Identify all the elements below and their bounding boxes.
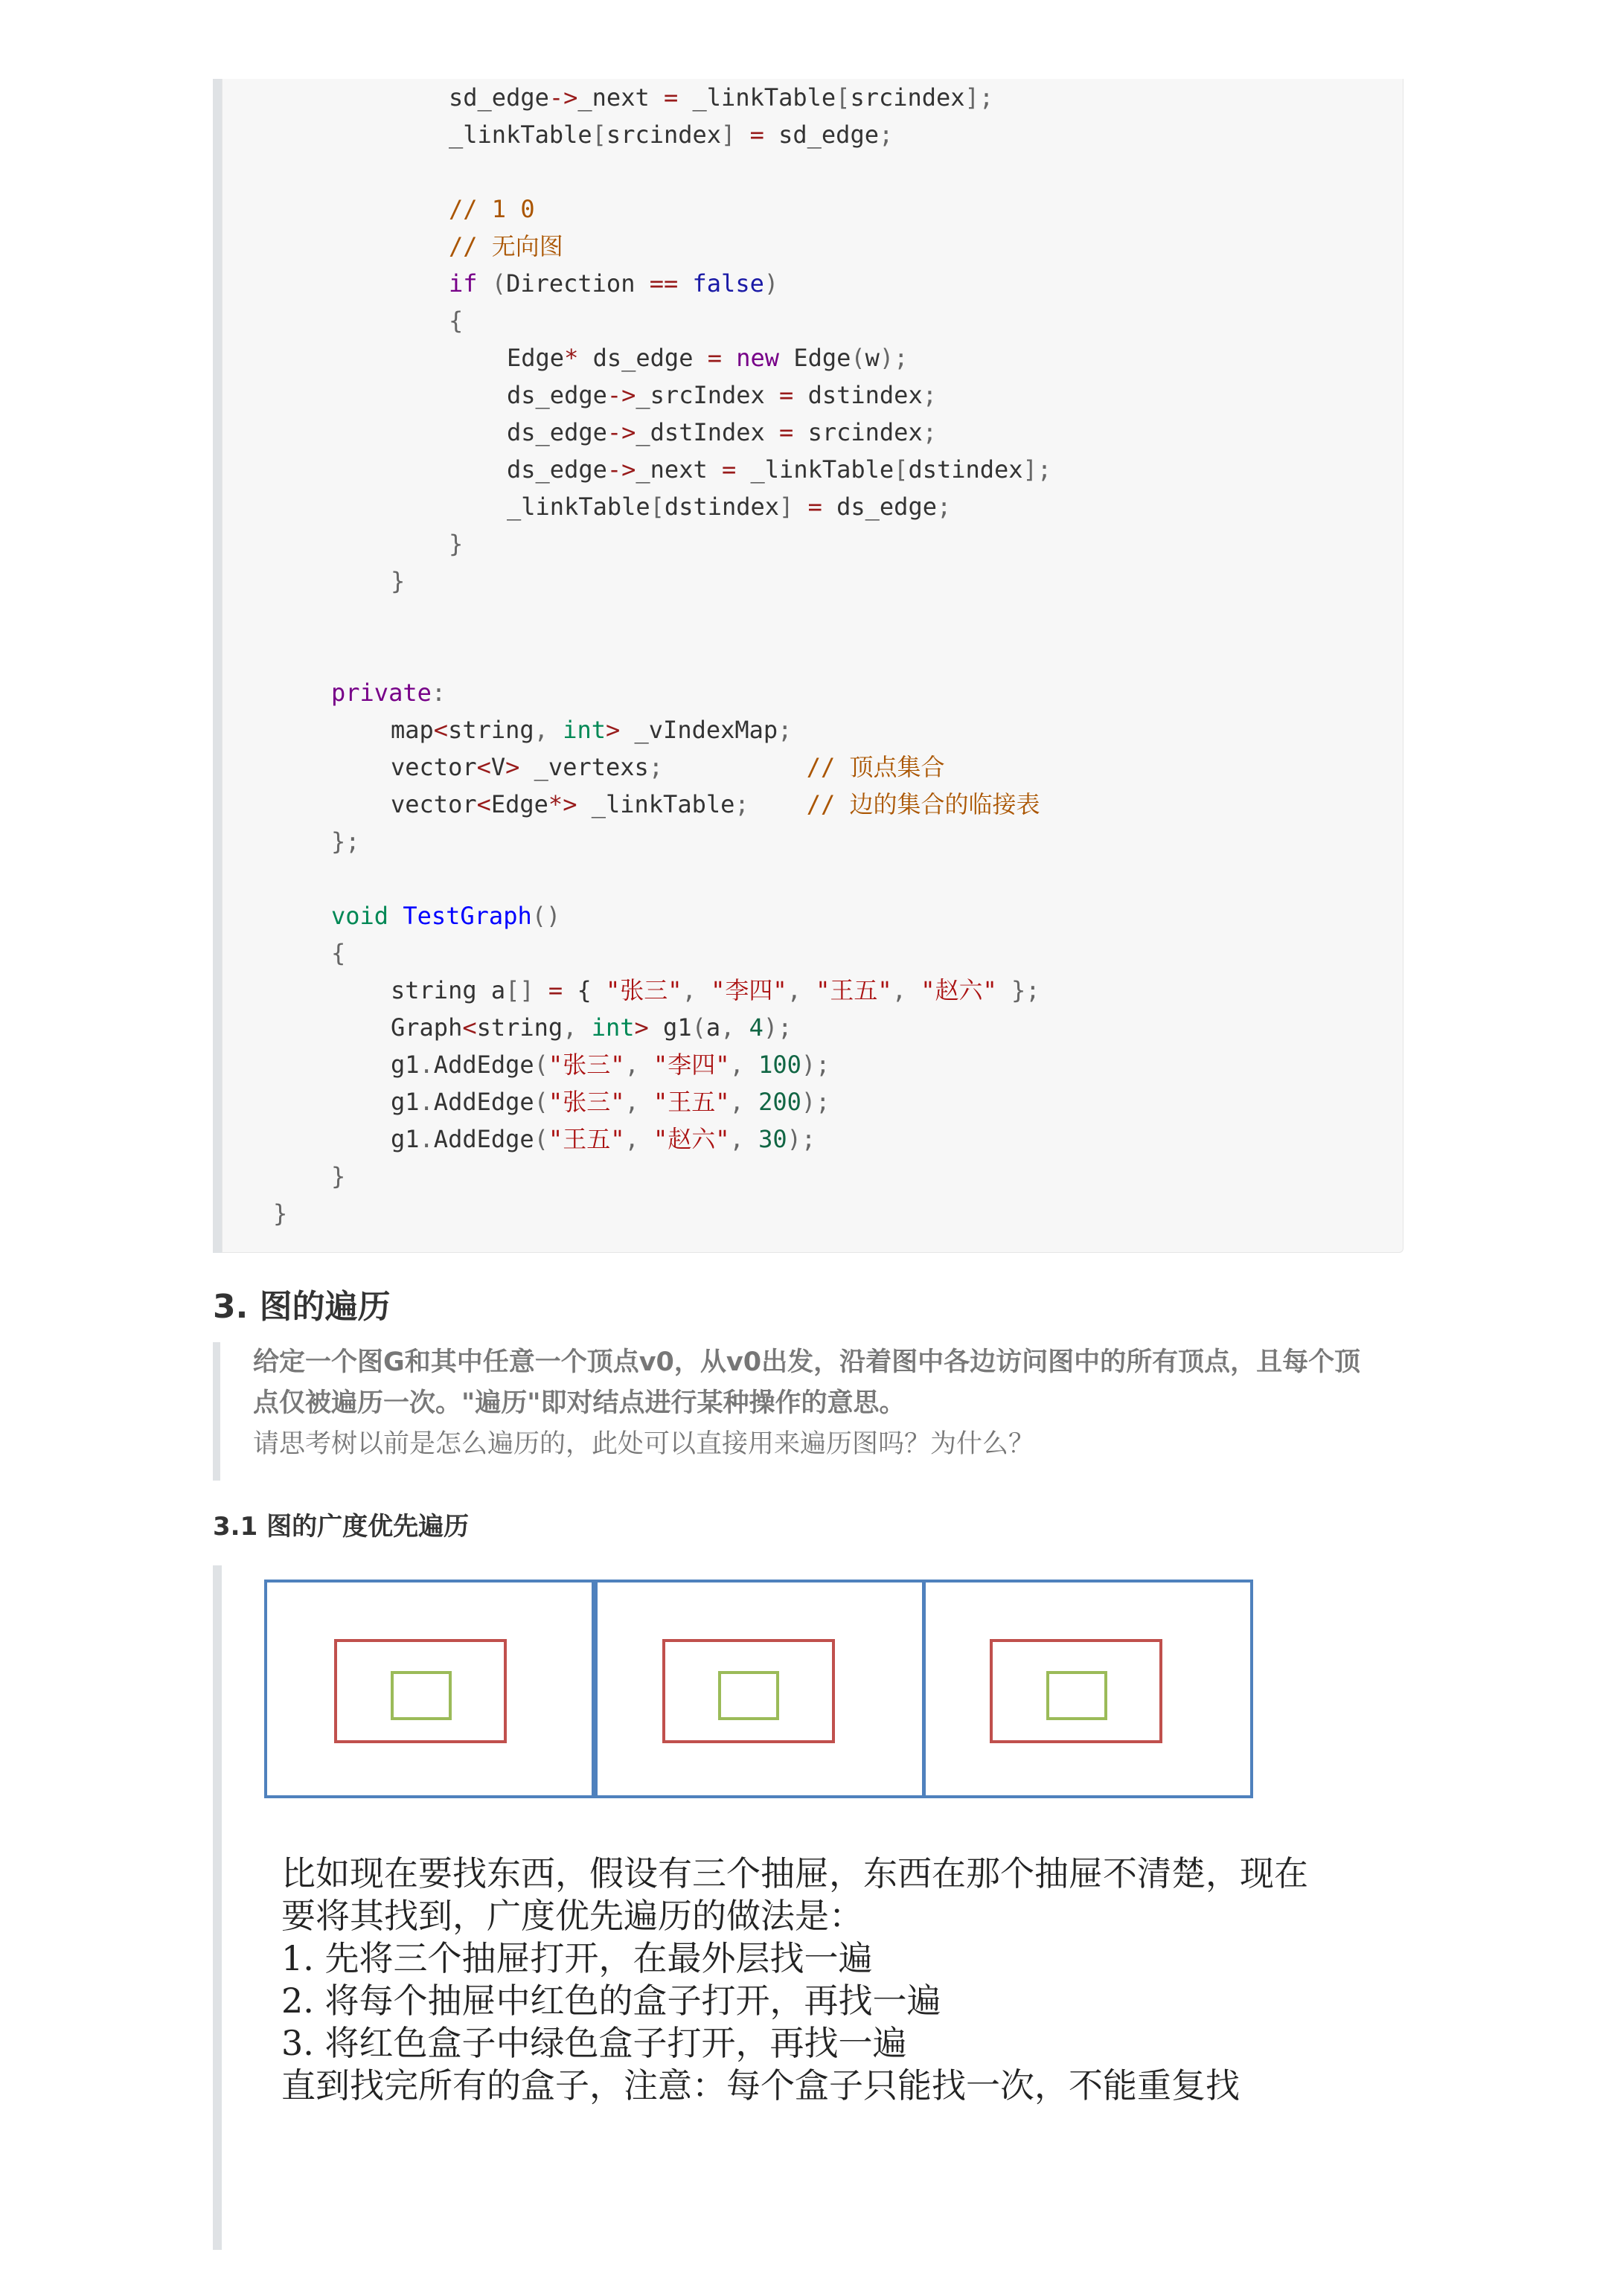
code-line: [391, 711, 792, 748]
code-token: =: [779, 418, 794, 446]
code-token: string a: [391, 976, 506, 1004]
code-token: ]: [721, 121, 736, 149]
code-token: sd_edge: [449, 83, 549, 112]
code-token: _linkTable: [449, 121, 592, 149]
code-token: Edge: [490, 790, 548, 818]
explanation-line-2: 要将其找到，广度优先遍历的做法是：: [281, 1896, 863, 1936]
drawer-green-box: [720, 1673, 778, 1719]
code-line: [331, 934, 345, 972]
code-token: [388, 902, 403, 930]
code-token: "张三": [548, 1088, 625, 1116]
drawer-green-box: [392, 1673, 450, 1719]
blockquote-question: 请思考树以前是怎么遍历的，此处可以直接用来遍历图吗？为什么？: [253, 1429, 1035, 1459]
code-token: {: [331, 939, 346, 967]
code-token: ;: [778, 716, 793, 744]
code-line: [391, 1120, 816, 1158]
code-token: =: [663, 83, 679, 112]
code-token: "王五": [653, 1088, 730, 1116]
code-token: [793, 493, 807, 521]
code-line: [391, 748, 945, 786]
code-token: [: [836, 83, 851, 112]
code-token: ds_edge: [578, 344, 708, 372]
drawer-red-box: [664, 1641, 833, 1742]
code-token: ds_edge: [507, 418, 607, 446]
code-token: [: [894, 455, 909, 484]
code-token: ->: [606, 381, 636, 409]
drawer-explanation: [281, 1853, 1398, 2107]
drawer-1: [266, 1581, 593, 1797]
code-token: a: [705, 1013, 721, 1042]
code-token: ;: [734, 790, 749, 818]
code-token: map: [391, 716, 434, 744]
code-token: ds_edge: [507, 381, 607, 409]
code-token: (: [534, 1125, 548, 1153]
code-line: [391, 1046, 830, 1083]
code-token: _next: [636, 455, 722, 484]
code-token: =: [807, 493, 822, 521]
code-token: ,: [534, 716, 563, 744]
code-token: ,: [891, 976, 921, 1004]
code-token: }: [273, 1199, 288, 1228]
code-token: .: [419, 1051, 434, 1079]
code-token: _vertexs: [519, 753, 649, 781]
code-line: [273, 1195, 287, 1232]
explanation-conclusion: 直到找完所有的盒子，注意：每个盒子只能找一次，不能重复找: [281, 2065, 1240, 2106]
code-token: (: [477, 269, 507, 298]
code-token: // 边的集合的临接表: [806, 790, 1040, 818]
code-token: ,: [624, 1125, 653, 1153]
code-token: // 1 0: [449, 195, 535, 223]
code-block-border: [213, 79, 222, 1253]
code-token: <: [462, 1013, 477, 1042]
code-content[interactable]: [222, 79, 1403, 1253]
code-token: ];: [1022, 455, 1052, 484]
code-token: g1: [391, 1125, 420, 1153]
code-token: ;: [979, 83, 994, 112]
code-token: string: [448, 716, 534, 744]
code-line: [331, 897, 560, 934]
code-token: 100: [758, 1051, 801, 1079]
code-line: [331, 674, 446, 711]
code-token: }: [391, 567, 406, 595]
code-token: ]: [779, 493, 794, 521]
drawer-2: [596, 1581, 923, 1797]
code-line: [449, 79, 993, 116]
code-token: ==: [649, 269, 679, 298]
drawer-diagram: [253, 1568, 1265, 1814]
code-token: :: [431, 679, 446, 707]
code-token: "李四": [711, 976, 787, 1004]
code-token: );: [801, 1051, 830, 1079]
code-token: TestGraph: [403, 902, 532, 930]
code-line: [449, 525, 463, 562]
code-token: "王五": [548, 1125, 625, 1153]
code-token: >: [605, 716, 621, 744]
code-token: [678, 269, 692, 298]
code-token: ]: [964, 83, 979, 112]
drawer-outer-box: [596, 1581, 923, 1797]
code-token: ;: [878, 121, 894, 149]
code-token: .: [419, 1125, 434, 1153]
code-token: {: [449, 307, 464, 335]
code-token: void: [331, 902, 389, 930]
code-token: (: [851, 344, 865, 372]
code-token: (: [534, 1051, 548, 1079]
code-line: [507, 376, 937, 414]
code-line: [507, 451, 1051, 488]
subsection-heading-bfs: 3.1 图的广度优先遍历: [213, 1512, 470, 1542]
explanation-step-2: 2. 将每个抽屉中红色的盒子打开，再找一遍: [281, 1981, 941, 2021]
code-token: []: [505, 976, 534, 1004]
code-line: [331, 1158, 345, 1195]
code-line: [391, 1083, 830, 1120]
image-block-border: [213, 1565, 222, 2250]
code-token: [: [650, 493, 665, 521]
code-token: g1: [391, 1088, 420, 1116]
code-token: false: [692, 269, 764, 298]
code-token: g1: [648, 1013, 692, 1042]
blockquote-bold-line-1: 给定一个图G和其中任意一个顶点v0，从v0出发，沿着图中各边访问图中的所有顶点，且每个顶: [253, 1347, 1361, 1377]
code-token: ->: [606, 418, 636, 446]
code-token: ;: [936, 493, 952, 521]
explanation-step-3: 3. 将红色盒子中绿色盒子打开，再找一遍: [281, 2023, 907, 2063]
code-token: Edge: [507, 344, 565, 372]
code-token: .: [419, 1088, 434, 1116]
code-token: ds_edge: [507, 455, 607, 484]
code-token: "王五": [816, 976, 892, 1004]
code-line: [449, 190, 535, 228]
code-token: "张三": [548, 1051, 625, 1079]
code-token: Direction: [506, 269, 650, 298]
code-token: _linkTable: [507, 493, 650, 521]
code-line: [391, 1009, 792, 1046]
code-token: ,: [624, 1088, 653, 1116]
code-token: private: [331, 679, 432, 707]
explanation-line-1: 比如现在要找东西，假设有三个抽屉，东西在那个抽屉不清楚，现在: [281, 1853, 1308, 1893]
code-token: srcindex: [606, 121, 722, 149]
code-token: "李四": [653, 1051, 730, 1079]
explanation-step-1: 1. 先将三个抽屉打开，在最外层找一遍: [281, 1938, 873, 1978]
blockquote-bold-line-2: 点仅被遍历一次。"遍历"即对结点进行某种操作的意思。: [253, 1388, 906, 1418]
code-token: 200: [758, 1088, 801, 1116]
code-token: AddEdge: [433, 1051, 534, 1079]
code-token: _linkTable: [736, 455, 894, 484]
code-token: {: [563, 976, 606, 1004]
code-token: [735, 121, 749, 149]
code-token: 4: [749, 1013, 764, 1042]
code-token: vector: [391, 753, 477, 781]
code-token: (: [691, 1013, 706, 1042]
code-token: <: [476, 790, 491, 818]
code-token: // 顶点集合: [806, 753, 945, 781]
code-token: if: [449, 269, 478, 298]
code-line: [449, 265, 778, 302]
code-token: ,: [682, 976, 711, 1004]
code-token: ,: [729, 1088, 759, 1116]
code-token: [749, 790, 807, 818]
code-token: int: [591, 1013, 635, 1042]
code-line: [449, 228, 563, 265]
code-token: string: [476, 1013, 563, 1042]
code-token: (: [534, 1088, 548, 1116]
code-token: ): [764, 269, 779, 298]
code-token: new: [736, 344, 780, 372]
code-token: ;: [648, 753, 664, 781]
code-token: >: [505, 753, 520, 781]
code-token: ->: [548, 83, 578, 112]
code-token: _next: [577, 83, 664, 112]
code-token: );: [787, 1125, 816, 1153]
code-token: =: [707, 344, 722, 372]
code-token: "张三": [605, 976, 682, 1004]
code-token: int: [563, 716, 606, 744]
code-token: Edge: [779, 344, 851, 372]
code-token: <: [433, 716, 449, 744]
code-token: }: [449, 530, 464, 558]
code-line: [507, 488, 951, 525]
code-token: =: [548, 976, 563, 1004]
code-token: *: [564, 344, 579, 372]
code-line: [331, 823, 360, 860]
code-token: >: [634, 1013, 649, 1042]
code-token: ;: [922, 381, 937, 409]
code-token: =: [721, 455, 737, 484]
blockquote-text: [253, 1342, 1399, 1465]
code-token: AddEdge: [433, 1125, 534, 1153]
code-token: ds_edge: [822, 493, 937, 521]
code-token: ;: [922, 418, 937, 446]
code-token: sd_edge: [764, 121, 879, 149]
drawer-outer-box: [924, 1581, 1252, 1797]
code-token: "赵六": [921, 976, 997, 1004]
code-token: };: [996, 976, 1040, 1004]
code-token: [722, 344, 736, 372]
code-token: ->: [606, 455, 636, 484]
code-line: [391, 786, 1040, 823]
code-token: [534, 976, 548, 1004]
code-token: _srcIndex: [636, 381, 780, 409]
code-token: [: [592, 121, 606, 149]
code-token: w: [865, 344, 880, 372]
code-token: Graph: [391, 1013, 463, 1042]
code-token: dstindex: [908, 455, 1023, 484]
code-token: vector: [391, 790, 477, 818]
code-token: *>: [548, 790, 577, 818]
code-line: [449, 116, 893, 153]
code-line: [391, 972, 1040, 1009]
code-token: ,: [720, 1013, 749, 1042]
drawer-outer-box: [266, 1581, 593, 1797]
code-token: srcindex: [850, 83, 965, 112]
code-token: ,: [729, 1125, 759, 1153]
code-token: dstindex: [793, 381, 923, 409]
drawer-red-box: [991, 1641, 1161, 1742]
drawer-3: [924, 1581, 1252, 1797]
code-token: ,: [563, 1013, 592, 1042]
code-token: ,: [729, 1051, 759, 1079]
code-token: (): [531, 902, 561, 930]
code-token: g1: [391, 1051, 420, 1079]
code-token: _vIndexMap: [620, 716, 778, 744]
code-token: V: [490, 753, 506, 781]
code-token: );: [763, 1013, 793, 1042]
code-token: [663, 753, 807, 781]
code-token: =: [779, 381, 794, 409]
code-token: 30: [758, 1125, 787, 1153]
code-line: [449, 302, 463, 339]
code-token: );: [801, 1088, 830, 1116]
code-token: <: [476, 753, 491, 781]
code-token: _linkTable: [577, 790, 735, 818]
drawer-red-box: [336, 1641, 505, 1742]
code-token: _dstIndex: [636, 418, 780, 446]
blockquote-border: [213, 1342, 220, 1481]
blockquote: [213, 1342, 1403, 1481]
code-token: };: [331, 827, 360, 856]
code-token: }: [331, 1162, 346, 1190]
code-token: );: [879, 344, 909, 372]
code-token: dstindex: [664, 493, 780, 521]
code-token: ,: [787, 976, 816, 1004]
code-line: [507, 339, 908, 376]
code-line: [391, 562, 405, 600]
code-token: _linkTable: [678, 83, 836, 112]
section-heading-graph-traversal: 3. 图的遍历: [213, 1288, 391, 1326]
code-token: "赵六": [653, 1125, 730, 1153]
code-token: // 无向图: [449, 232, 563, 260]
code-line: [507, 414, 937, 451]
code-token: srcindex: [793, 418, 923, 446]
code-block: [213, 79, 1403, 1253]
code-token: AddEdge: [433, 1088, 534, 1116]
code-token: =: [749, 121, 764, 149]
code-token: ,: [624, 1051, 653, 1079]
drawer-green-box: [1048, 1673, 1106, 1719]
